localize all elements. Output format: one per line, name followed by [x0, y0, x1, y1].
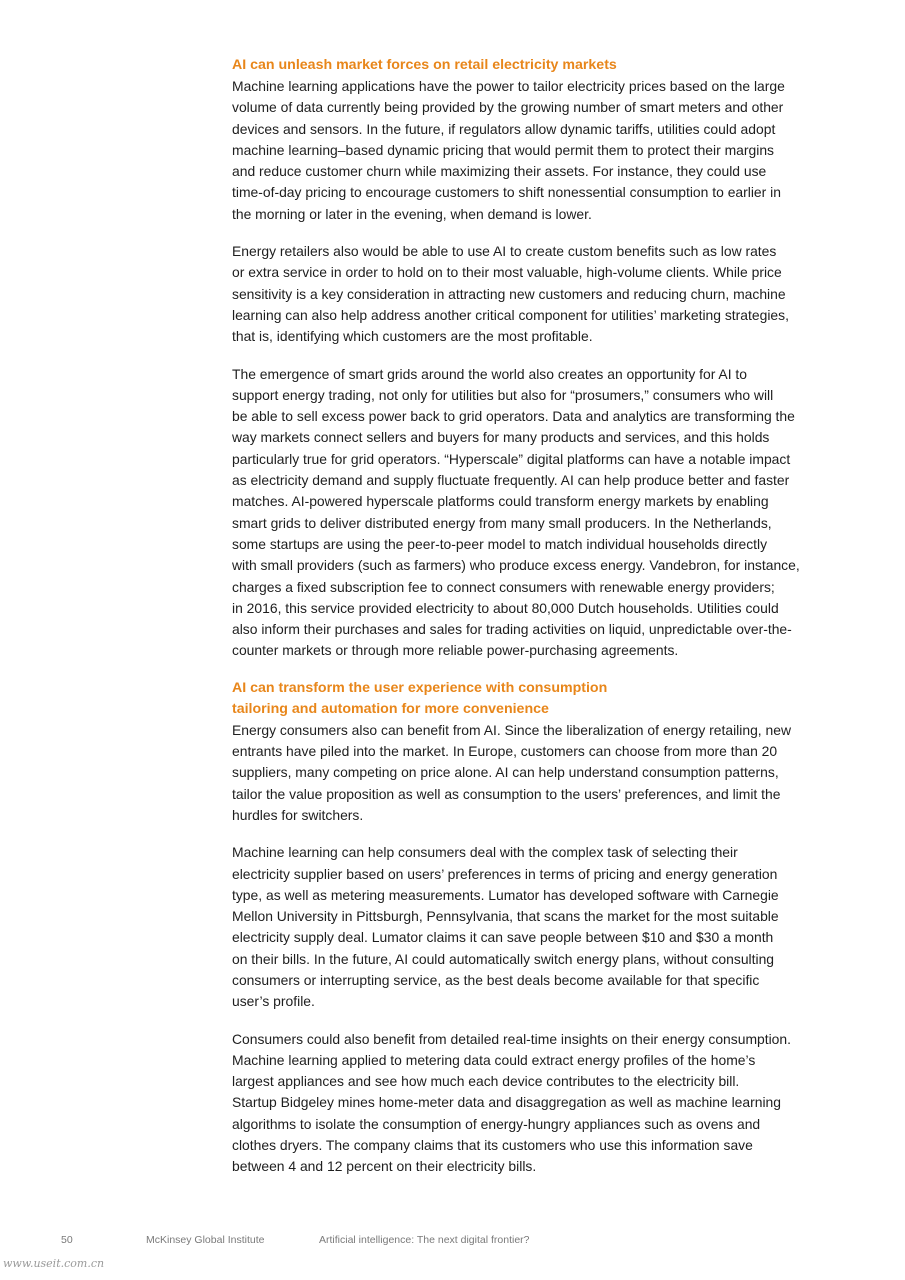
text-line: on their bills. In the future, AI could automatically switch energy plans, without consulting — [232, 950, 775, 967]
paragraph — [232, 842, 817, 1012]
text-line: volume of data currently being provided by the growing number of smart meters and other — [232, 99, 784, 116]
text-line: machine learning–based dynamic pricing that would permit them to protect their margins — [232, 141, 775, 158]
text-line: and reduce customer churn while maximizing their assets. For instance, they could use — [232, 163, 767, 180]
text-line: the morning or later in the evening, when demand is lower. — [232, 205, 592, 222]
footer-organization: McKinsey Global Institute — [146, 1234, 265, 1246]
text-line: be able to sell excess power back to grid operators. Data and analytics are transforming the — [232, 408, 795, 425]
section-heading — [232, 678, 817, 720]
text-line: smart grids to deliver distributed energy from many small producers. In the Netherlands, — [232, 514, 772, 531]
text-line: that is, identifying which customers are the most profitable. — [232, 328, 593, 345]
section-retail-markets — [232, 55, 817, 662]
heading-line: AI can transform the user experience with consumption — [232, 679, 608, 696]
paragraph — [232, 76, 817, 225]
text-line: support energy trading, not only for utilities but also for “prosumers,” consumers who will — [232, 386, 774, 403]
text-line: devices and sensors. In the future, if regulators allow dynamic tariffs, utilities could adopt — [232, 120, 776, 137]
text-line: also inform their purchases and sales for trading activities on liquid, unpredictable over-the- — [232, 621, 792, 638]
text-line: with small providers (such as farmers) who produce excess energy. Vandebron, for instance, — [232, 557, 800, 574]
text-line: tailor the value proposition as well as consumption to the users’ preferences, and limit the — [232, 785, 781, 802]
paragraph — [232, 720, 817, 826]
text-line: suppliers, many competing on price alone. AI can help understand consumption patterns, — [232, 764, 779, 781]
text-line: entrants have piled into the market. In Europe, customers can choose from more than 20 — [232, 743, 778, 760]
heading-line: AI can unleash market forces on retail electricity markets — [232, 57, 617, 73]
watermark: www.useit.com.cn — [3, 1257, 105, 1270]
text-line: particularly true for grid operators. “Hyperscale” digital platforms can have a notable impact — [232, 450, 791, 467]
text-line: as electricity demand and supply fluctuate frequently. AI can help produce better and faster — [232, 472, 790, 489]
text-line: hurdles for switchers. — [232, 806, 364, 823]
text-line: charges a fixed subscription fee to connect consumers with renewable energy providers; — [232, 578, 775, 595]
text-line: Consumers could also benefit from detailed real-time insights on their energy consumption. — [232, 1030, 791, 1047]
text-line: Machine learning applied to metering data could extract energy profiles of the home’s — [232, 1051, 756, 1068]
text-line: counter markets or through more reliable power-purchasing agreements. — [232, 642, 679, 659]
text-line: algorithms to isolate the consumption of energy-hungry appliances such as ovens and — [232, 1115, 761, 1132]
page-number: 50 — [61, 1234, 73, 1246]
text-line: sensitivity is a key consideration in attracting new customers and reducing churn, machine — [232, 285, 786, 302]
text-line: Energy retailers also would be able to use AI to create custom benefits such as low rates — [232, 243, 777, 260]
footer-report-title: Artificial intelligence: The next digital frontier? — [319, 1234, 530, 1246]
text-line: Machine learning applications have the power to tailor electricity prices based on the large — [232, 78, 785, 94]
text-line: type, as well as metering measurements. Lumator has developed software with Carnegie — [232, 886, 779, 903]
text-line: electricity supplier based on users’ preferences in terms of pricing and energy generation — [232, 865, 778, 882]
text-line: Mellon University in Pittsburgh, Pennsylvania, that scans the market for the most suitable — [232, 908, 779, 925]
text-line: user’s profile. — [232, 993, 315, 1010]
text-line: clothes dryers. The company claims that its customers who use this information save — [232, 1137, 753, 1154]
text-line: or extra service in order to hold on to their most valuable, high-volume clients. While price — [232, 264, 782, 281]
article-body — [232, 55, 817, 1194]
text-line: The emergence of smart grids around the world also creates an opportunity for AI to — [232, 365, 747, 382]
text-line: consumers or interrupting service, as the best deals become available for that specific — [232, 971, 760, 988]
text-line: electricity supply deal. Lumator claims it can save people between $10 and $30 a month — [232, 929, 774, 946]
text-line: way markets connect sellers and buyers for many products and services, and this holds — [232, 429, 770, 446]
text-line: largest appliances and see how much each device contributes to the electricity bill. — [232, 1073, 740, 1090]
heading-line: tailoring and automation for more convenience — [232, 700, 549, 717]
text-line: Machine learning can help consumers deal with the complex task of selecting their — [232, 844, 738, 861]
text-line: time-of-day pricing to encourage customers to shift nonessential consumption to earlier in — [232, 184, 781, 201]
section-heading — [232, 55, 817, 76]
text-line: between 4 and 12 percent on their electricity bills. — [232, 1158, 537, 1175]
paragraph — [232, 1029, 817, 1178]
text-line: Energy consumers also can benefit from AI. Since the liberalization of energy retailing, new — [232, 721, 792, 738]
text-line: learning can also help address another critical component for utilities’ marketing strategies, — [232, 306, 789, 323]
paragraph — [232, 364, 817, 662]
text-line: Startup Bidgeley mines home-meter data and disaggregation as well as machine learning — [232, 1094, 781, 1111]
paragraph — [232, 241, 817, 347]
text-line: some startups are using the peer-to-peer model to match individual households directly — [232, 535, 768, 552]
section-user-experience — [232, 678, 817, 1178]
text-line: matches. AI-powered hyperscale platforms could transform energy markets by enabling — [232, 493, 769, 510]
text-line: in 2016, this service provided electricity to about 80,000 Dutch households. Utilities could — [232, 599, 779, 616]
